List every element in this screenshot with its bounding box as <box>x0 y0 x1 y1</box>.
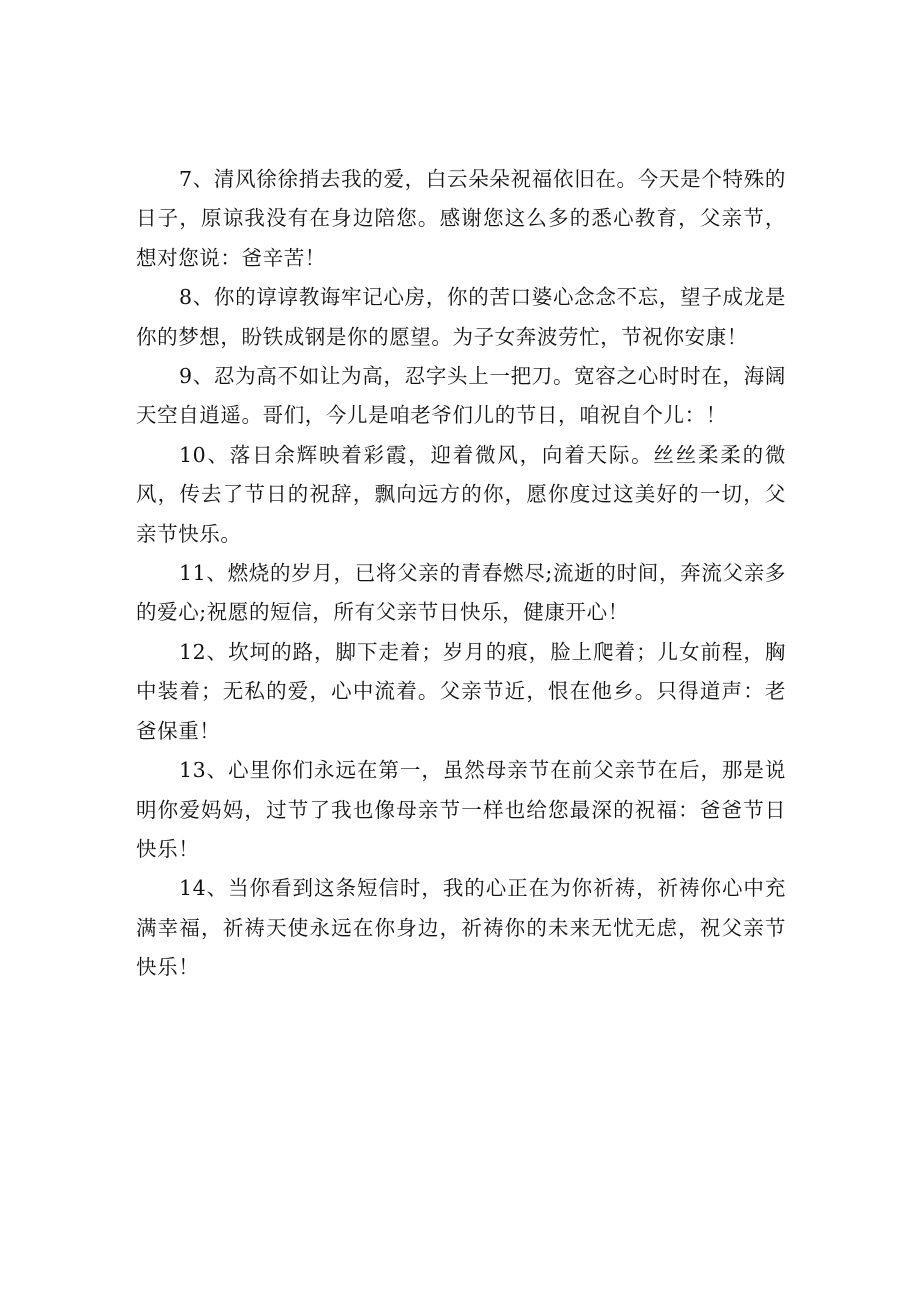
paragraph-11: 11、燃烧的岁月，已将父亲的青春燃尽;流逝的时间，奔流父亲多的爱心;祝愿的短信，所有父亲节日快乐，健康开心！ <box>136 561 786 625</box>
paragraph-10: 10、落日余辉映着彩霞，迎着微风，向着天际。丝丝柔柔的微风，传去了节日的祝辞，飘向远方的你，愿你度过这美好的一切，父亲节快乐。 <box>136 442 786 546</box>
paragraph-9: 9、忍为高不如让为高，忍字头上一把刀。宽容之心时时在，海阔天空自逍遥。哥们，今儿是咱老爷们儿的节日，咱祝自个儿：！ <box>136 364 786 428</box>
paragraph-13: 13、心里你们永远在第一，虽然母亲节在前父亲节在后，那是说明你爱妈妈，过节了我也像母亲节一样也给您最深的祝福：爸爸节日快乐！ <box>136 758 786 861</box>
paragraph-14: 14、当你看到这条短信时，我的心正在为你祈祷，祈祷你心中充满幸福，祈祷天使永远在你身边，祈祷你的未来无忧无虑，祝父亲节快乐！ <box>136 876 786 980</box>
paragraph-8: 8、你的谆谆教诲牢记心房，你的苦口婆心念念不忘，望子成龙是你的梦想，盼铁成钢是你的愿望。为子女奔波劳忙，节祝你安康！ <box>136 285 786 349</box>
paragraph-7: 7、清风徐徐捎去我的爱，白云朵朵祝福依旧在。今天是个特殊的日子，原谅我没有在身边陪您。感谢您这么多的悉心教育，父亲节，想对您说：爸辛苦！ <box>136 167 786 270</box>
paragraph-12: 12、坎坷的路，脚下走着；岁月的痕，脸上爬着；儿女前程，胸中装着；无私的爱，心中流着。父亲节近，恨在他乡。只得道声：老爸保重！ <box>136 639 786 743</box>
document-body <box>136 160 786 988</box>
